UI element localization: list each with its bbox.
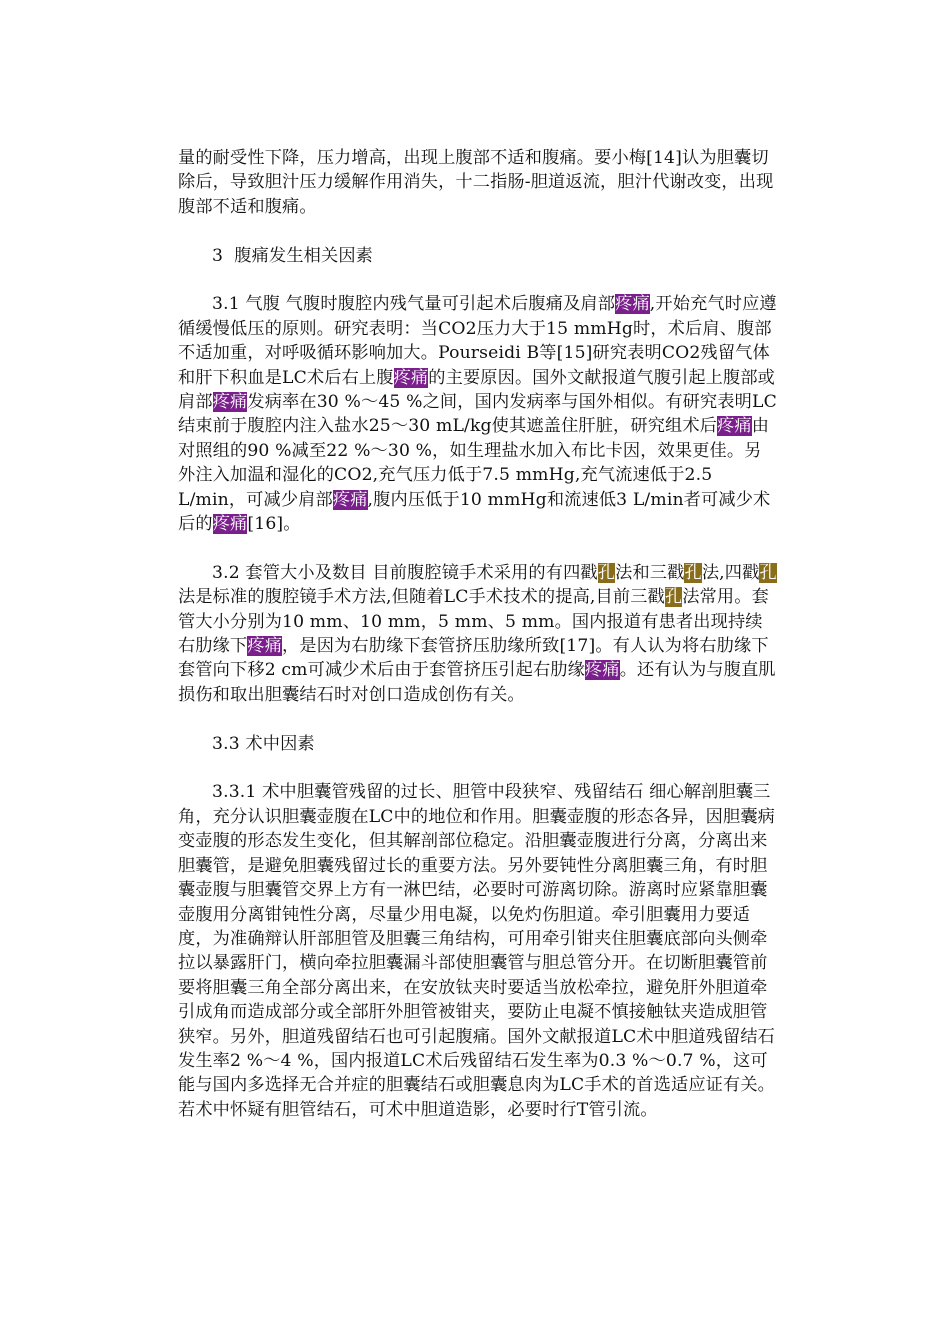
text-segment: 法是标准的腹腔镜手术方法,但随着LC手术技术的提高,目前三戳 <box>178 587 665 608</box>
highlighted-term-pain: 疼痛 <box>393 367 429 388</box>
highlighted-term-pain: 疼痛 <box>247 636 283 657</box>
paragraph-3-3-1-intraoperative <box>178 780 778 1122</box>
highlighted-term-pain: 疼痛 <box>615 294 650 315</box>
paragraph-gap <box>178 219 778 243</box>
paragraph-gap <box>178 707 778 731</box>
text-segment: 的主要原因。国外文献报道气腹引起上腹部或肩部 <box>178 367 776 413</box>
text-segment: 发病率在30 %～45 %之间，国内发病率与国外相似。有研究表明LC结束前于腹腔内注入盐水25～30 mL/kg使其遮盖住肝脏，研究组术后 <box>178 392 777 437</box>
text-segment: ,腹内压低于10 mmHg和流速低3 L/min者可减少术后的 <box>178 489 771 535</box>
section-heading-3 <box>178 244 778 268</box>
text-segment: 3.3.1 术中胆囊管残留的过长、胆管中段狭窄、残留结石 细心解剖胆囊三角，充分认识胆囊壶腹在LC中的地位和作用。胆囊壶腹的形态各异，因胆囊病变壶腹的形态发生变化，但其解剖部位稳定。沿胆囊壶腹进行分离，分离出来胆囊管，是避免胆囊残留过长的重要方法。另外要钝性分离胆囊三角，有时胆囊壶腹与胆囊管交界上方有一淋巴结，必要时可游离切除。游离时应紧靠胆囊壶腹用分离钳钝性分离，尽量少用电凝，以免灼伤胆道。牵引胆囊用力要适度，为准确辩认肝部胆管及胆囊三角结构，可用牵引钳夹住胆囊底部向头侧牵拉以暴露肝门，横向牵拉胆囊漏斗部使胆囊管与胆总管分开。在切断胆囊管前要将胆囊三角全部分离出来，在安放钛夹时要适当放松牵拉，避免肝外胆道牵引成角而造成部分或全部肝外胆管被钳夹，要防止电凝不慎接触钛夹造成胆管狭窄。另外，胆道残留结石也可引起腹痛。国外文献报道LC术中胆道残留结石发生率2 %～4 %，国内报道LC术后残留结石发生率为0.3 %～0.7 %，这可能与国内多选择无合并症的胆囊结石或胆囊息肉为LC手术的首选适应证有关。若术中怀疑有胆管结石，可术中胆道造影，必要时行T管引流。 <box>178 782 776 1120</box>
text-segment: 法,四戳 <box>701 562 760 583</box>
paragraph-continuation <box>178 146 778 219</box>
text-segment: ,开始充气时应遵循缓慢低压的原则。研究表明：当CO2压力大于15 mmHg时，术后肩、腹部不适加重，对呼吸循环影响加大。Pourseidi B等[15]研究表明CO2残留气体和肝下积血是LC术后右上腹 <box>178 294 777 388</box>
paragraph-3-1-pneumoperitoneum <box>178 292 778 536</box>
text-segment: ，是因为右肋缘下套管挤压肋缘所致[17]。有人认为将右肋缘下套管向下移2 cm可减少术后由于套管挤压引起右肋缘 <box>178 636 769 681</box>
highlighted-term-pain: 疼痛 <box>717 416 752 437</box>
text-segment: 3.2 套管大小及数目 目前腹腔镜手术采用的有四戳 <box>212 562 598 583</box>
text-segment: 法常用。套管大小分别为10 mm、10 mm，5 mm、5 mm。国内报道有患者出现持续右肋缘下 <box>178 587 769 657</box>
paragraph-gap <box>178 756 778 780</box>
text-segment: 法和三戳 <box>615 562 685 583</box>
highlighted-term-hole: 孔 <box>759 562 777 583</box>
text-segment: 3.1 气腹 气腹时腹腔内残气量可引起术后腹痛及肩部 <box>212 294 616 315</box>
paragraph-gap <box>178 536 778 560</box>
text-segment: 。还有认为与腹直肌损伤和取出胆囊结石时对创口造成创伤有关。 <box>178 660 776 705</box>
highlighted-term-hole: 孔 <box>664 587 683 608</box>
highlighted-term-pain: 疼痛 <box>332 489 368 510</box>
highlighted-term-hole: 孔 <box>597 562 616 583</box>
highlighted-term-pain: 疼痛 <box>212 514 248 535</box>
paragraph-3-2-trocar <box>178 561 778 707</box>
text-segment: 量的耐受性下降，压力增高，出现上腹部不适和腹痛。要小梅[14]认为胆囊切除后，导致胆汁压力缓解作用消失，十二指肠-胆道返流，胆汁代谢改变，出现腹部不适和腹痛。 <box>178 148 774 217</box>
text-segment: 3 腹痛发生相关因素 <box>212 245 374 266</box>
highlighted-term-pain: 疼痛 <box>585 660 620 681</box>
paragraph-gap <box>178 268 778 292</box>
highlighted-term-pain: 疼痛 <box>212 392 248 413</box>
text-segment: [16]。 <box>247 514 301 535</box>
text-segment: 3.3 术中因素 <box>212 733 315 754</box>
section-heading-3-3 <box>178 732 778 756</box>
document-body <box>178 146 778 1122</box>
highlighted-term-hole: 孔 <box>684 562 702 583</box>
text-segment: 由对照组的90 %减至22 %～30 %，如生理盐水加入布比卡因，效果更佳。另外注入加温和湿化的CO2,充气压力低于7.5 mmHg,充气流速低于2.5 L/min，可减少肩部 <box>178 416 770 510</box>
